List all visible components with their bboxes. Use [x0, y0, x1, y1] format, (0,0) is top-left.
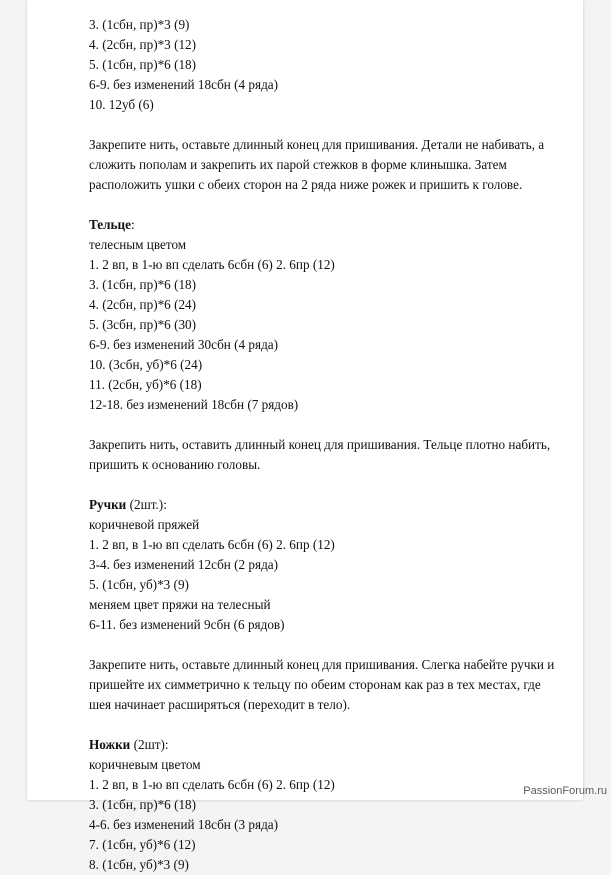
pattern-row: 8. (1сбн, уб)*3 (9) — [89, 857, 189, 872]
pattern-row: 1. 2 вп, в 1-ю вп сделать 6сбн (6) 2. 6пр (12) — [89, 777, 335, 792]
section-title-suffix: : — [130, 217, 135, 232]
pattern-row: 11. (2сбн, уб)*6 (18) — [89, 377, 202, 392]
instruction-paragraph: Закрепить нить, оставить длинный конец для пришивания. Тельце плотно набить, пришить к основанию головы. — [89, 437, 551, 472]
section-title: Ножки — [89, 737, 131, 752]
pattern-row: телесным цветом — [89, 237, 187, 252]
section-title: Ручки — [89, 497, 127, 512]
pattern-row: 1. 2 вп, в 1-ю вп сделать 6сбн (6) 2. 6пр (12) — [89, 257, 335, 272]
pattern-row: 4-6. без изменений 18сбн (3 ряда) — [89, 817, 279, 832]
section-heading — [89, 735, 559, 755]
pattern-row: 5. (1сбн, уб)*3 (9) — [89, 577, 189, 592]
section-title: Тельце — [89, 217, 131, 232]
block1-rows — [89, 15, 559, 115]
pattern-row: 10. (3сбн, уб)*6 (24) — [89, 357, 203, 372]
body-section — [89, 215, 559, 415]
pattern-row: меняем цвет пряжи на телесный — [89, 597, 271, 612]
pattern-row: 6-9. без изменений 18сбн (4 ряда) — [89, 77, 279, 92]
pattern-row: коричневой пряжей — [89, 517, 200, 532]
pattern-row: 3. (1сбн, пр)*6 (18) — [89, 797, 197, 812]
pattern-row: 7. (1сбн, уб)*6 (12) — [89, 837, 196, 852]
section-title-suffix: (2шт.): — [126, 497, 167, 512]
pattern-row: 6-9. без изменений 30сбн (4 ряда) — [89, 337, 279, 352]
pattern-row: 1. 2 вп, в 1-ю вп сделать 6сбн (6) 2. 6пр (12) — [89, 537, 335, 552]
pattern-row: 3-4. без изменений 12сбн (2 ряда) — [89, 557, 279, 572]
pattern-row: 5. (1сбн, пр)*6 (18) — [89, 57, 197, 72]
pattern-row: 4. (2сбн, пр)*3 (12) — [89, 37, 197, 52]
pattern-row: коричневым цветом — [89, 757, 201, 772]
section-heading — [89, 215, 559, 235]
pattern-row: 3. (1сбн, пр)*6 (18) — [89, 277, 197, 292]
pattern-row: 6-11. без изменений 9сбн (6 рядов) — [89, 617, 285, 632]
pattern-row: 10. 12уб (6) — [89, 97, 154, 112]
document-content — [89, 15, 559, 875]
arms-section — [89, 495, 559, 635]
document-page — [27, 0, 583, 872]
pattern-row: 12-18. без изменений 18сбн (7 рядов) — [89, 397, 299, 412]
watermark: PassionForum.ru — [523, 785, 607, 797]
pattern-row: 3. (1сбн, пр)*3 (9) — [89, 17, 190, 32]
pattern-row: 5. (3сбн, пр)*6 (30) — [89, 317, 197, 332]
instruction-paragraph: Закрепите нить, оставьте длинный конец для пришивания. Слегка набейте ручки и пришейте их симметрично к тельцу по обеим сторонам как раз в тех местах, где шея начинает расширяться (переходит в тело). — [89, 657, 555, 712]
section-title-suffix: (2шт): — [130, 737, 169, 752]
legs-section — [89, 735, 559, 875]
instruction-paragraph: Закрепите нить, оставьте длинный конец для пришивания. Детали не набивать, а сложить пополам и закрепить их парой стежков в форме клинышка. Затем расположить ушки с обеих сторон на 2 ряда ниже рожек и пришить к голове. — [89, 137, 545, 192]
pattern-row: 4. (2сбн, пр)*6 (24) — [89, 297, 197, 312]
section-heading — [89, 495, 559, 515]
